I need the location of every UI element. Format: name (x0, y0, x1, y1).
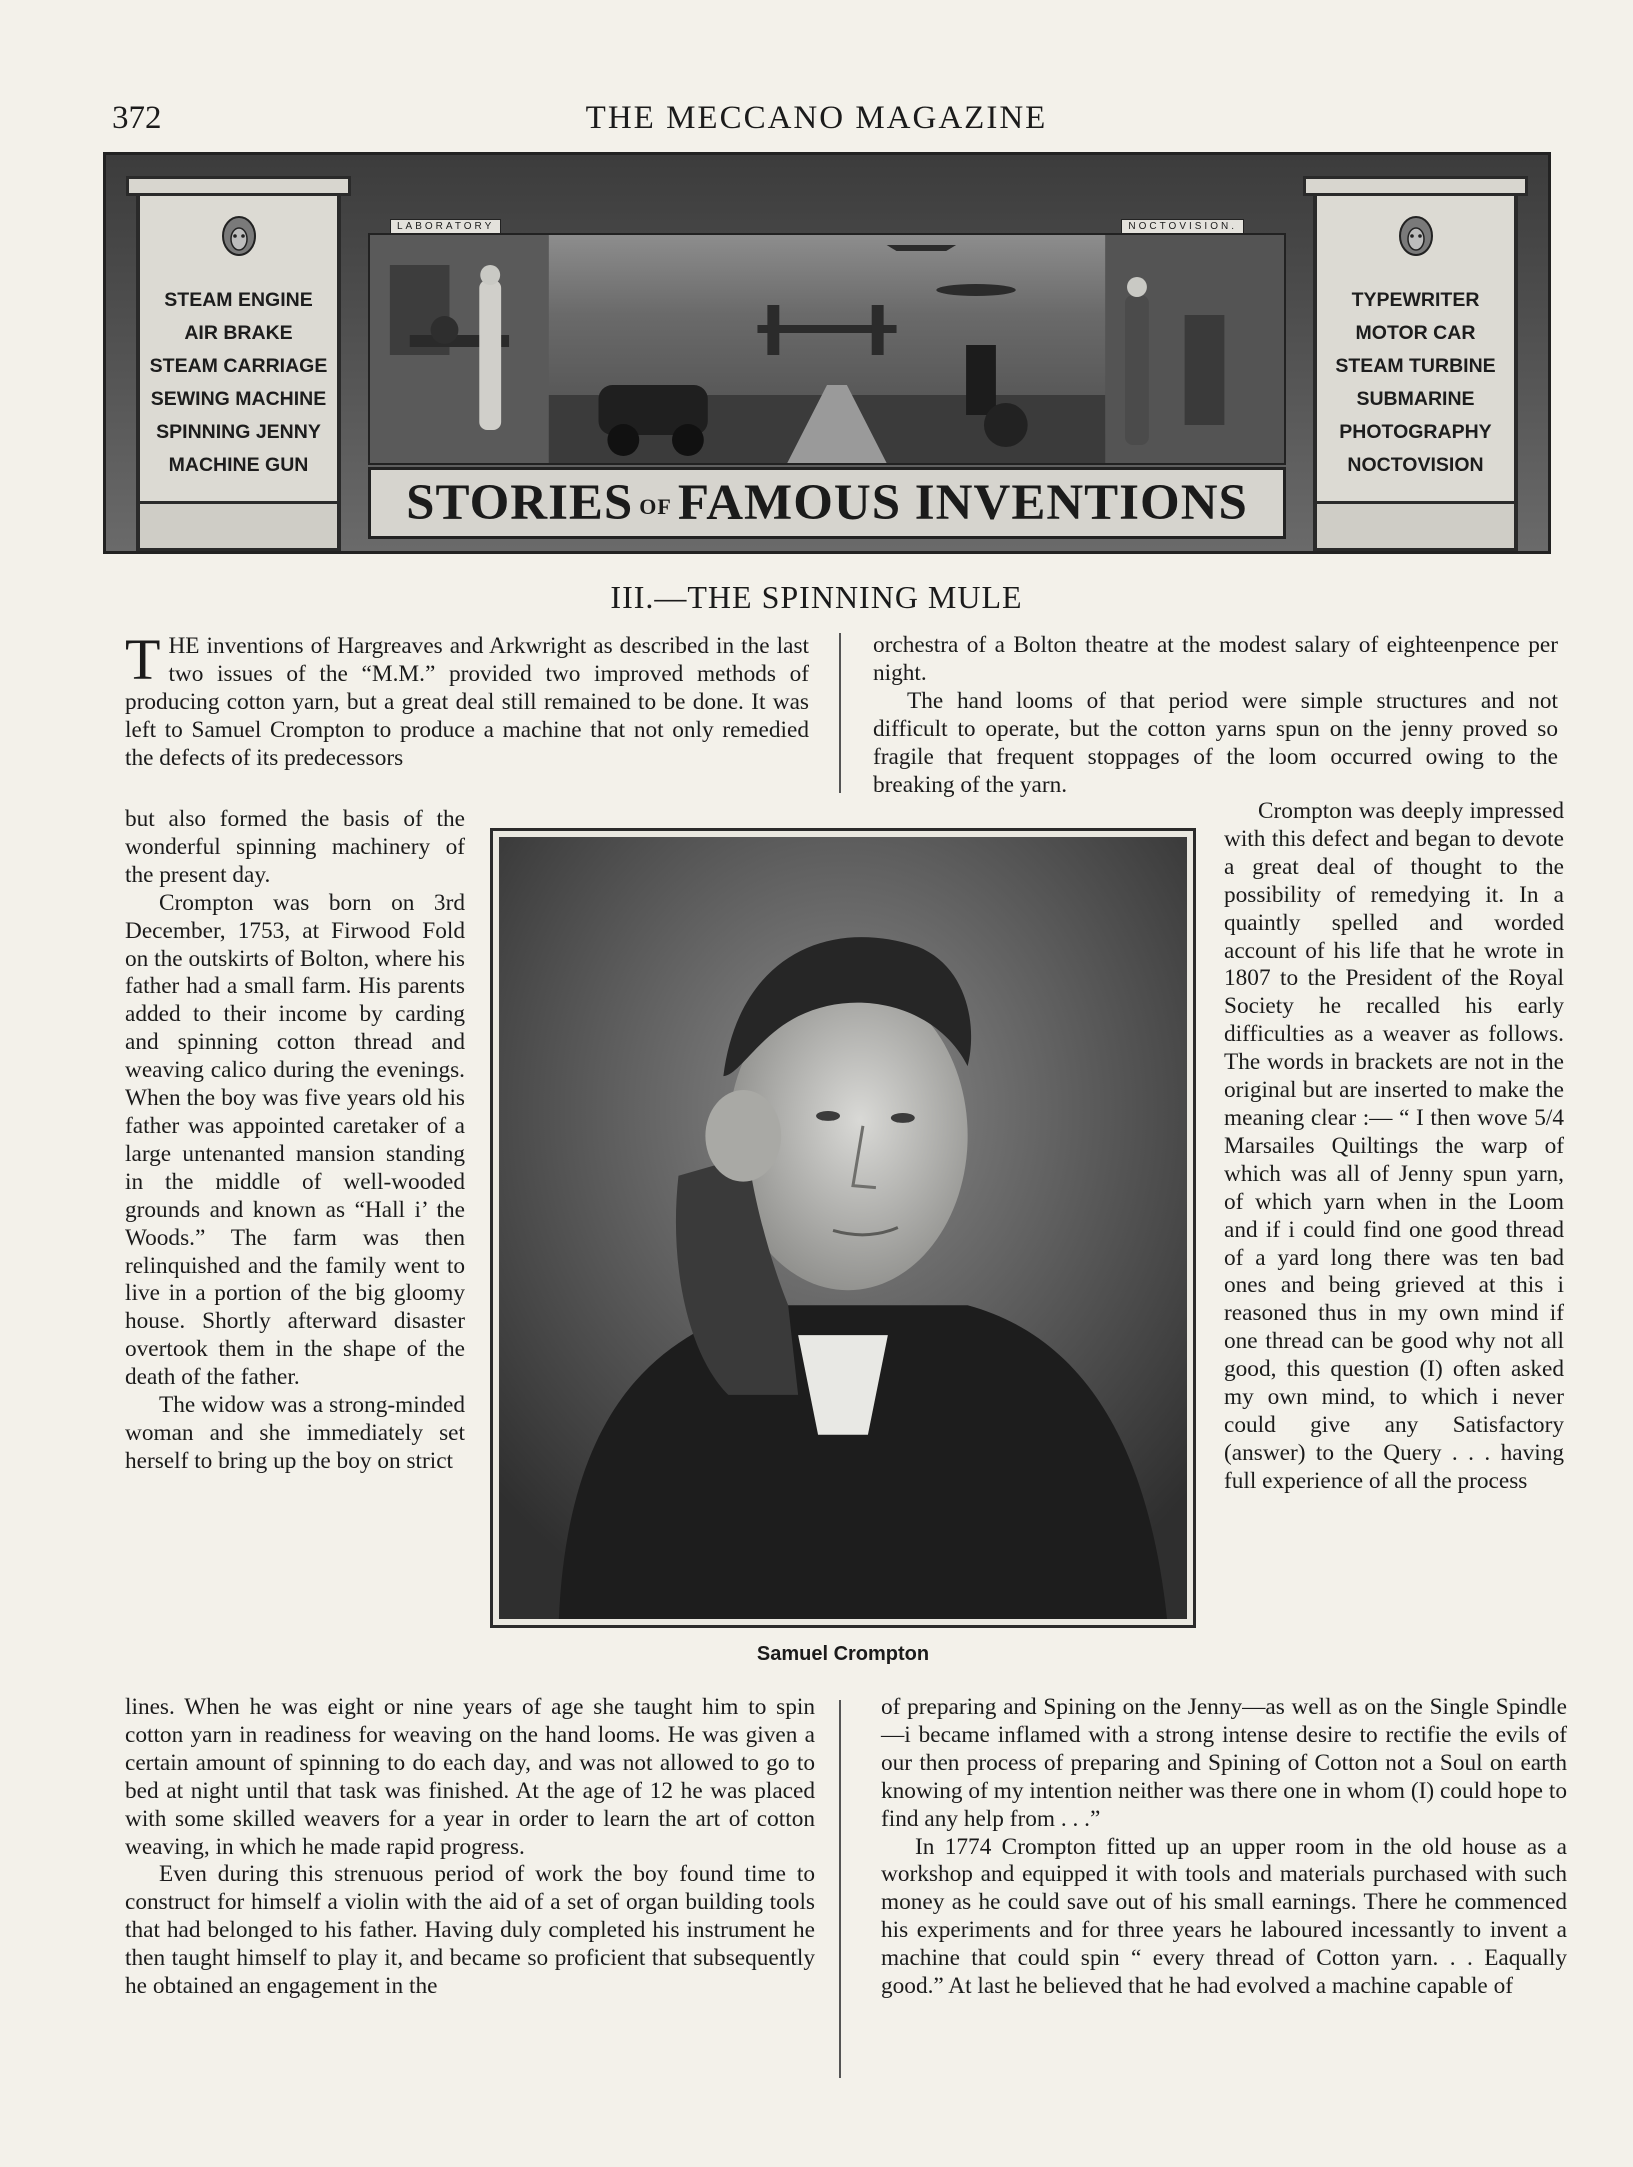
left-pillar (136, 180, 341, 552)
right-column-lower (881, 1694, 1567, 2001)
paragraph: lines. When he was eight or nine years of age she taught him to spin cotton yarn in readiness for weaving on the hand looms. He was given a certain amount of spinning to do each day, and was not allowed to go to bed at night until that task was finished. At the age of 12 he was placed with some skilled weavers for a year in order to learn the art of cotton weaving, in which he made rapid progress. (125, 1694, 815, 1860)
samuel-crompton-portrait (499, 837, 1187, 1619)
paragraph: HE inventions of Hargreaves and Arkwright as described in the last two issues of the “M.M.” provided two improved methods of producing cotton yarn, but a great deal still remained to be done. It was left to Samuel Crompton to produce a machine that not only remedied the defects of its predecessors (125, 633, 809, 771)
invention-item: NOCTOVISION (1347, 454, 1484, 476)
portrait-frame (490, 828, 1196, 1628)
pillar-base (1317, 501, 1514, 548)
lion-head-icon (220, 214, 258, 260)
left-invention-list (140, 284, 337, 482)
paragraph: The widow was a strong-minded woman and she immediately set herself to bring up the boy on strict (125, 1392, 465, 1474)
invention-item: SPINNING JENNY (156, 421, 321, 443)
invention-item: PHOTOGRAPHY (1339, 421, 1492, 443)
invention-item: MACHINE GUN (168, 454, 309, 476)
header-banner (103, 152, 1551, 554)
pillar-capital (1303, 176, 1528, 196)
drop-cap: T (125, 627, 161, 692)
right-pillar (1313, 180, 1518, 552)
noctovision-label: NOCTOVISION. (1121, 219, 1244, 234)
invention-item: AIR BRAKE (184, 322, 293, 344)
paragraph: but also formed the basis of the wonderful spinning machinery of the present day. (125, 806, 465, 888)
right-column-top (873, 632, 1558, 799)
paragraph: Crompton was deeply impressed with this defect and began to devote a great deal of thought to the possibility of remedying it. In a quaintly spelled and worded account of his life that he wrote in 1807 to the President of the Royal Society he recalled his early difficulties as a weaver as follows. The words in brackets are not in the original but are inserted to make the meaning clear :— “ I then wove 5/4 Marsailes Quiltings the warp of which was all of Jenny spun yarn, of which yarn when in the Loom and if i could find one good thread of a yard long there was ten bad ones and being grieved at this i reasoned thus in my own mind if one thread can be good why not all good, this question (I) often asked my own mind, to which i never could give any Satisfactory (answer) to the Query . . . having full experience of all the process (1224, 798, 1564, 1494)
banner-title-end: FAMOUS INVENTIONS (677, 475, 1248, 531)
paragraph: of preparing and Spining on the Jenny—as well as on the Single Spindle—i became inflamed with a strong intense desire to rectifie the evils of our then process of preparing and Spining of Cotton not a Soul on earth knowing of my intention neither was there one in whom (I) could hope to find any help from . . .” (881, 1694, 1567, 1832)
left-column-lower (125, 1694, 815, 2001)
laboratory-label: LABORATORY (390, 219, 501, 234)
banner-title-plate (368, 467, 1286, 539)
banner-title-start: STORIES (406, 475, 634, 531)
invention-scene-illustration (370, 235, 1284, 463)
running-head: THE MECCANO MAGAZINE (585, 100, 1048, 136)
banner-title-joiner: OF (639, 494, 672, 520)
left-column-intro (125, 627, 809, 773)
paragraph: orchestra of a Bolton theatre at the modest salary of eighteenpence per night. (873, 632, 1558, 686)
right-invention-list (1317, 284, 1514, 482)
banner-title (406, 474, 1248, 532)
paragraph: The hand looms of that period were simple structures and not difficult to operate, but the cotton yarns spun on the jenny proved so fragile that frequent stoppages of the loom occurred owing to the breaking of the yarn. (873, 687, 1558, 798)
invention-item: TYPEWRITER (1351, 289, 1480, 311)
article-title: III.—THE SPINNING MULE (610, 579, 1023, 615)
invention-item: MOTOR CAR (1355, 322, 1476, 344)
invention-item: STEAM TURBINE (1335, 355, 1496, 377)
paragraph: Even during this strenuous period of work the boy found time to construct for himself a violin with the aid of a set of organ building tools that had belonged to his father. Having duly completed his instrument he then taught himself to play it, and became so proficient that subsequently he obtained an engagement in the (125, 1861, 815, 2000)
pillar-capital (126, 176, 351, 196)
paragraph: Crompton was born on 3rd December, 1753, at Firwood Fold on the outskirts of Bolton, where his father had a small farm. His parents added to their income by carding and spinning cotton thread and weaving calico during the evenings. When the boy was five years old his father was appointed caretaker of a large untenanted mansion standing in the middle of well-wooded grounds and known as “Hall i’ the Woods.” The farm was then relinquished and the family went to live in a portion of the big gloomy house. Shortly afterward disaster overtook them in the shape of the death of the father. (125, 889, 465, 1391)
portrait-caption: Samuel Crompton (756, 1643, 930, 1665)
left-narrow-column (125, 806, 465, 1476)
invention-item: SEWING MACHINE (150, 388, 327, 410)
lion-head-icon (1397, 214, 1435, 260)
column-rule (839, 1700, 841, 2078)
page-number: 372 (112, 100, 162, 136)
invention-item: SUBMARINE (1356, 388, 1475, 410)
column-rule (839, 633, 841, 793)
invention-item: STEAM CARRIAGE (149, 355, 328, 377)
banner-illustration (368, 221, 1286, 465)
right-narrow-column (1224, 798, 1564, 1496)
pillar-base (140, 501, 337, 548)
paragraph: In 1774 Crompton fitted up an upper room in the old house as a workshop and equipped it with tools and materials purchased with such money as he could save out of his small earnings. There he commenced his experiments and for three years he laboured incessantly to invent a machine that could spin “ every thread of Cotton yarn. . . Eaqually good.” At last he believed that he had evolved a machine capable of (881, 1833, 1567, 2000)
invention-item: STEAM ENGINE (164, 289, 313, 311)
